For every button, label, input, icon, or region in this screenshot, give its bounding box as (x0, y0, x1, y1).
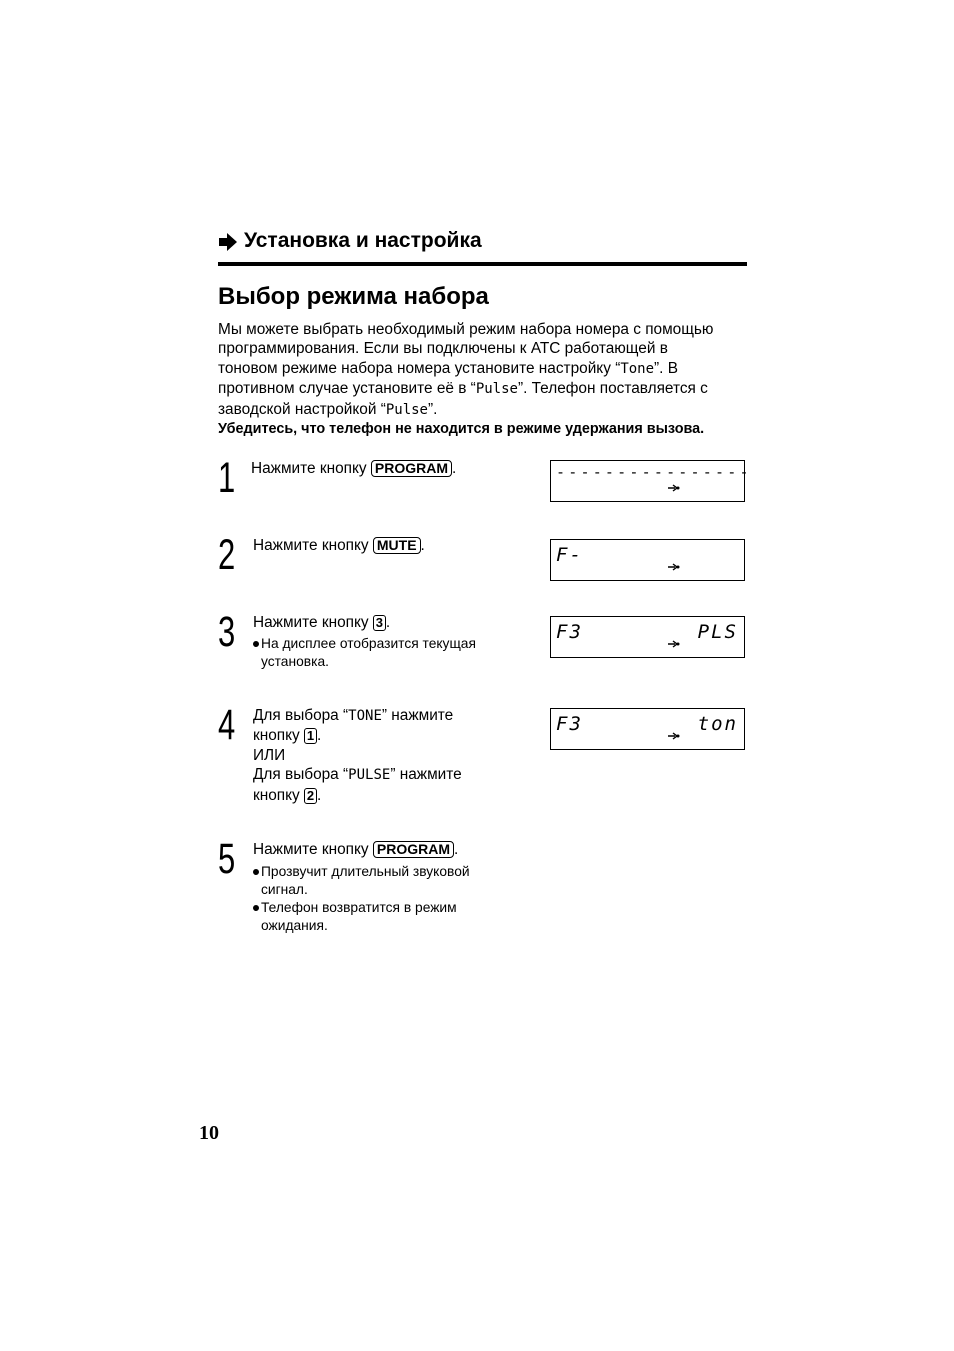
display-left-text: ---------------- (556, 463, 752, 481)
lcd-display (550, 708, 745, 750)
step-note: Телефон возвратится в режим (253, 899, 523, 917)
step-note: установка. (261, 654, 329, 670)
program-key: PROGRAM (371, 460, 452, 477)
lcd-display (550, 616, 745, 658)
lcd-display (550, 460, 752, 502)
display-left-text: F3 (556, 621, 583, 643)
step-5-text: Нажмите кнопку PROGRAM . Прозвучит длительный звуковой сигнал. Телефон возвратится в режим ожидания. (253, 840, 523, 935)
intro-line: программирования. Если вы подключены к АТС работающей в (218, 340, 668, 358)
hold-warning: Убедитесь, что телефон не находится в режиме удержания вызова. (218, 421, 705, 437)
tone-setting-label: Tone (620, 360, 655, 377)
key-3: 3 (373, 615, 386, 631)
lcd-display (550, 539, 745, 581)
step-number: 4 (218, 701, 236, 749)
program-key: PROGRAM (373, 841, 454, 858)
display-left-text: F3 (556, 713, 583, 735)
step-note: ожидания. (261, 918, 328, 934)
handset-arrow-icon (667, 731, 681, 741)
intro-line: Мы можете выбрать необходимый режим набора номера с помощью (218, 321, 714, 338)
step-number: 1 (218, 454, 236, 502)
handset-arrow-icon (667, 483, 681, 493)
tone-label: TONE (348, 708, 382, 724)
step-number: 3 (218, 608, 236, 656)
mute-key: MUTE (373, 537, 421, 554)
step-note: Прозвучит длительный звуковой (253, 863, 523, 881)
handset-arrow-icon (667, 639, 681, 649)
handset-arrow-icon (667, 562, 681, 572)
bullet-icon (253, 869, 259, 875)
pulse-label: PULSE (348, 767, 391, 784)
intro-line: заводской настройкой “Pulse”. (218, 400, 438, 418)
step-number: 2 (218, 531, 236, 579)
right-arrow-icon (218, 232, 238, 252)
step-3-text: Нажмите кнопку 3 . На дисплее отобразится текущая установка. (253, 613, 513, 671)
intro-line: тоновом режиме набора номера установите настройку “Tone”. В (218, 359, 678, 377)
display-right-text: ton (697, 713, 738, 735)
step-4-text: Для выбора “TONE” нажмите кнопку 1 . ИЛИ Для выбора “PULSE” нажмите кнопку 2 . (253, 706, 523, 805)
step-1-text: Нажмите кнопку PROGRAM . (251, 460, 457, 477)
display-left-text: F- (556, 544, 583, 566)
page-title: Выбор режима набора (218, 283, 489, 310)
step-note: На дисплее отобразится текущая (253, 635, 513, 653)
pulse-setting-label: Pulse (385, 401, 428, 418)
section-title: Установка и настройка (244, 229, 482, 252)
key-1: 1 (304, 728, 317, 744)
bullet-icon (253, 641, 259, 647)
section-divider (218, 262, 747, 266)
or-label: ИЛИ (253, 746, 286, 764)
section-header (218, 228, 747, 266)
intro-line: противном случае установите её в “Pulse”. Телефон поставляется с (218, 380, 708, 398)
step-number: 5 (218, 835, 236, 883)
page-number: 10 (199, 1122, 219, 1144)
key-2: 2 (304, 788, 317, 804)
step-2-text: Нажмите кнопку MUTE . (253, 537, 425, 554)
display-right-text: PLS (697, 621, 738, 643)
pulse-setting-label: Pulse (475, 381, 518, 398)
bullet-icon (253, 905, 259, 911)
intro-paragraph (218, 320, 753, 420)
step-note: сигнал. (261, 882, 308, 898)
